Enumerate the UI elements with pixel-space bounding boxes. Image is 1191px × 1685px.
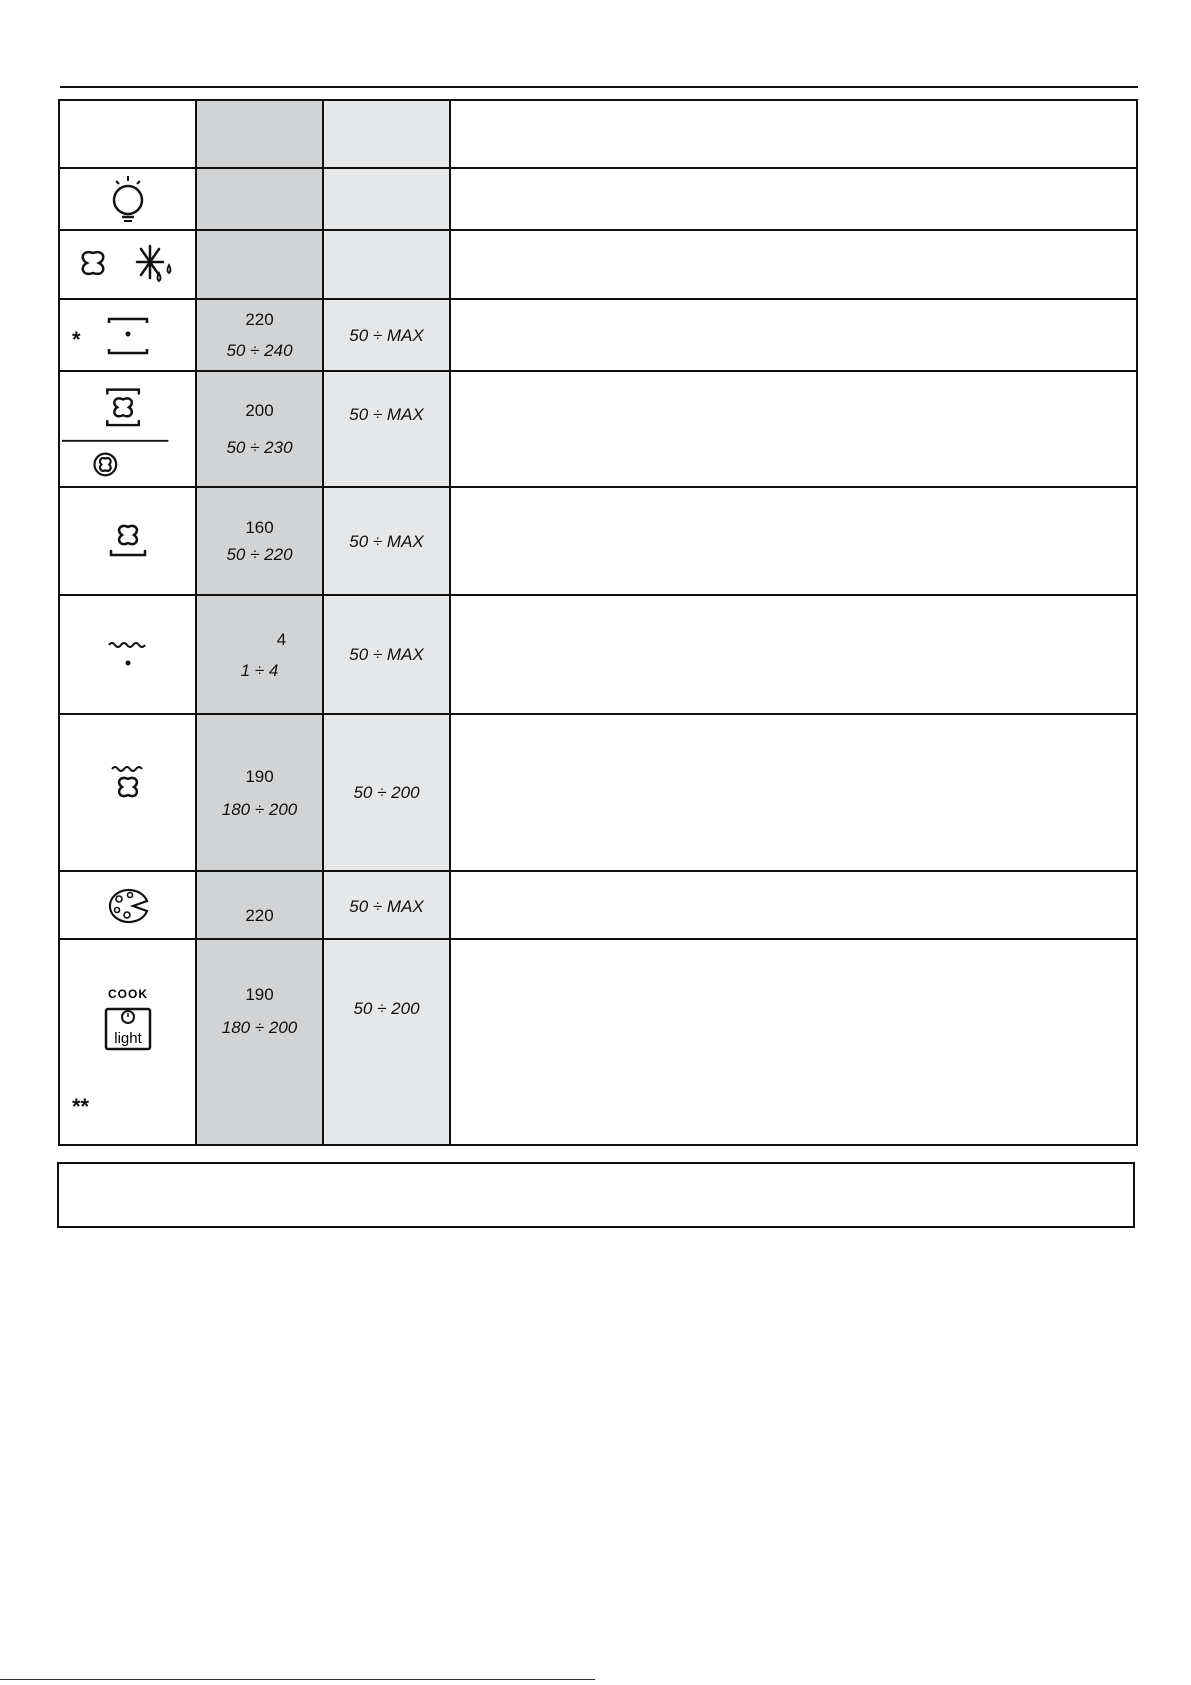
fan-bottom-heat-icon bbox=[60, 519, 195, 563]
probe-range: 50 ÷ MAX bbox=[349, 325, 424, 345]
header-icon-cell bbox=[59, 100, 196, 168]
bottom-rule bbox=[0, 1679, 595, 1680]
footnote-marker: ** bbox=[72, 1094, 90, 1119]
table-row bbox=[59, 939, 1137, 1145]
default-temperature: 160 bbox=[245, 518, 274, 537]
table-row bbox=[59, 299, 1137, 371]
default-temperature: 190 bbox=[245, 766, 274, 786]
probe-range: 50 ÷ 200 bbox=[353, 999, 420, 1018]
top-rule bbox=[60, 86, 1138, 88]
note-box bbox=[57, 1162, 1135, 1228]
fan-defrost-icon bbox=[60, 243, 195, 287]
header-row bbox=[59, 100, 1137, 168]
table-row bbox=[59, 371, 1137, 487]
grill-icon bbox=[60, 635, 195, 675]
grill-level-range: 1 ÷ 4 bbox=[240, 660, 279, 680]
fan-grill-icon bbox=[60, 763, 195, 803]
light-text: light bbox=[113, 1030, 142, 1047]
table-row bbox=[59, 168, 1137, 230]
header-probe-cell bbox=[323, 100, 450, 168]
default-temperature: 220 bbox=[245, 906, 274, 925]
temperature-range: 50 ÷ 230 bbox=[226, 438, 293, 457]
header-desc-cell bbox=[450, 100, 1137, 168]
probe-range: 50 ÷ MAX bbox=[349, 897, 424, 916]
probe-range: 50 ÷ MAX bbox=[349, 531, 424, 551]
top-bottom-heat-icon bbox=[60, 313, 195, 357]
temperature-range: 50 ÷ 220 bbox=[226, 545, 293, 564]
function-table bbox=[58, 99, 1138, 1146]
temperature-range: 180 ÷ 200 bbox=[221, 799, 298, 819]
temperature-range: 180 ÷ 200 bbox=[221, 1018, 298, 1037]
table-row bbox=[59, 487, 1137, 595]
temperature-range: 50 ÷ 240 bbox=[226, 341, 293, 360]
default-temperature: 220 bbox=[245, 310, 274, 329]
probe-range: 50 ÷ MAX bbox=[349, 405, 424, 424]
pizza-icon bbox=[60, 885, 195, 925]
table-row bbox=[59, 714, 1137, 871]
header-temp-cell bbox=[196, 100, 323, 168]
fan-ring-heat-icon bbox=[60, 373, 195, 485]
default-temperature: 200 bbox=[245, 401, 274, 420]
table-row bbox=[59, 595, 1137, 714]
cook-light-icon bbox=[60, 942, 195, 1142]
table-row bbox=[59, 230, 1137, 299]
probe-range: 50 ÷ 200 bbox=[353, 783, 420, 802]
default-temperature: 190 bbox=[245, 985, 274, 1004]
table-row bbox=[59, 871, 1137, 939]
grill-level: 4 bbox=[276, 629, 287, 649]
oven-lamp-icon bbox=[60, 174, 195, 224]
probe-range: 50 ÷ MAX bbox=[349, 645, 424, 664]
cook-text: COOK bbox=[107, 987, 148, 1001]
footnote-marker: * bbox=[72, 327, 81, 352]
